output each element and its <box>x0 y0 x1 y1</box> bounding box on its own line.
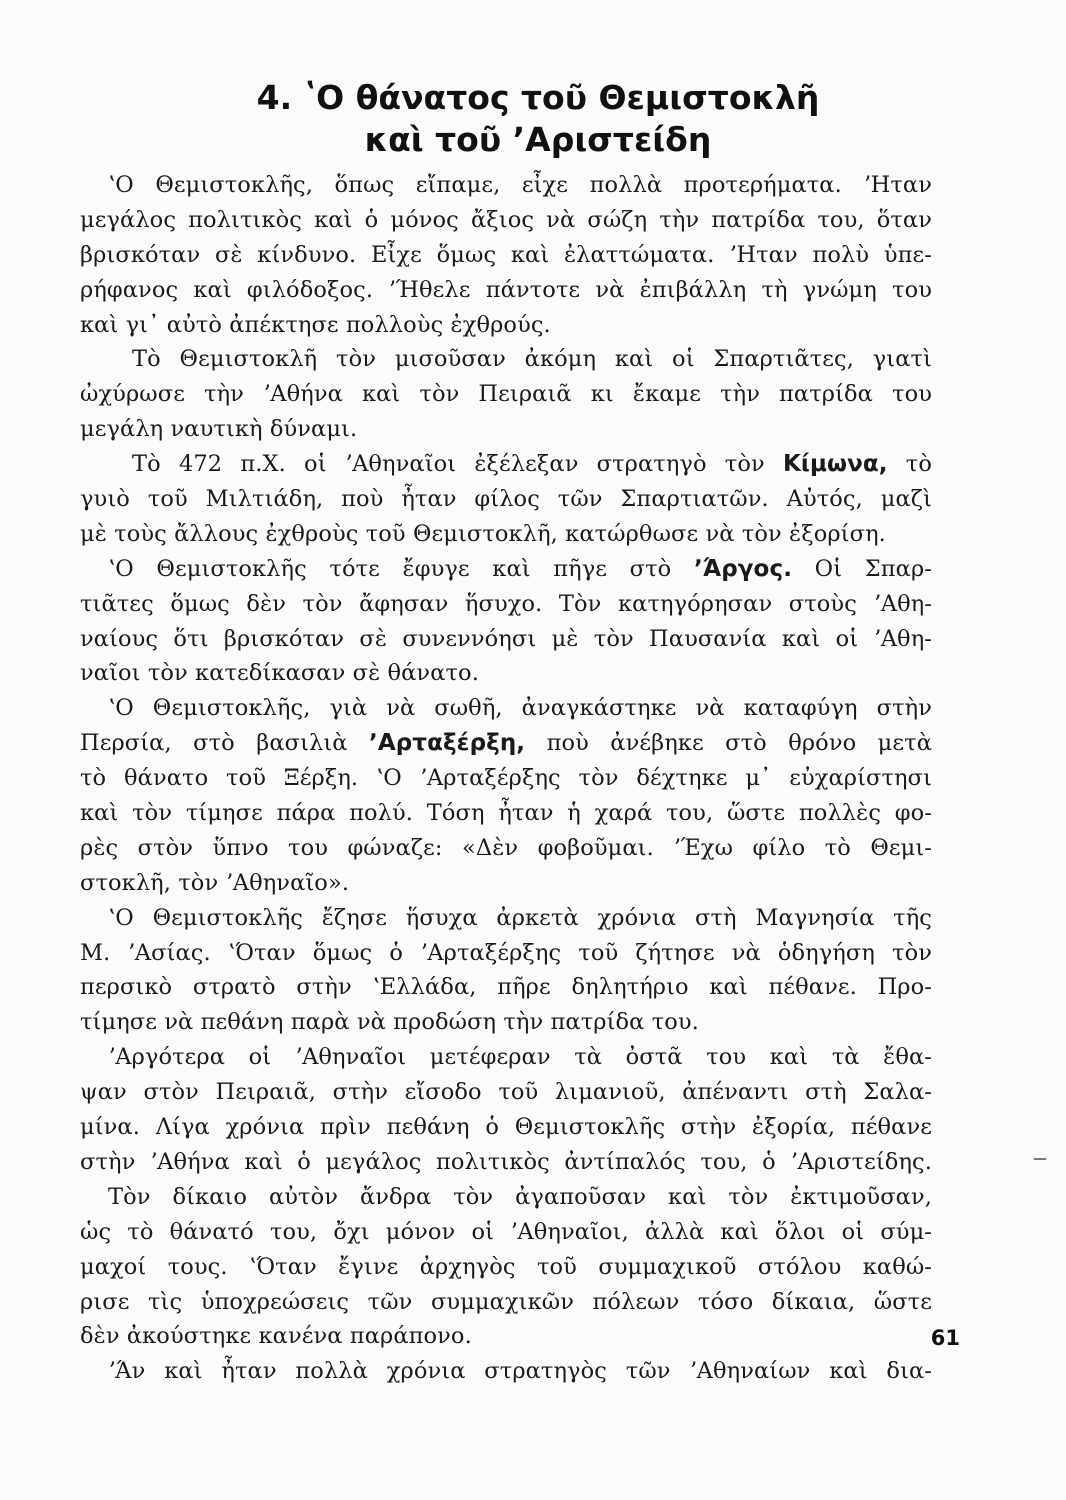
text-line: ʽΟ Θεμιστοκλῆς, γιὰ νὰ σωθῆ, ἀναγκάστηκε νὰ καταφύγη στὴν <box>108 695 932 722</box>
text-line: ʼΑργότερα οἱ ʼΑθηναῖοι μετέφεραν τὰ ὀστᾶ του καὶ τὰ ἔθα- <box>108 1044 932 1071</box>
body-text <box>80 168 932 1389</box>
text-run: τὸ <box>905 451 932 478</box>
text-line: Μ. ʼΑσίας. ʽΌταν ὅμως ὁ ʼΑρταξέρξης τοῦ ζήτησε νὰ ὁδηγήση τὸν <box>80 939 932 966</box>
text-line: βρισκόταν σὲ κίνδυνο. Εἶχε ὅμως καὶ ἐλαττώματα. ʼΗταν πολὺ ὑπε- <box>80 241 932 268</box>
text-line: ʽΟ Θεμιστοκλῆς ἔζησε ἥσυχα ἀρκετὰ χρόνια στὴ Μαγνησία τῆς <box>108 904 932 931</box>
text-line: τιᾶτες ὅμως δὲν τὸν ἄφησαν ἥσυχο. Τὸν κατηγόρησαν στοὺς ʼΑθη- <box>80 590 932 617</box>
text-run: Τὸ 472 π.Χ. οἱ ʼΑθηναῖοι ἐξέλεξαν στρατηγὸ τὸν <box>132 451 765 478</box>
text-line: Τὸ Θεμιστοκλῆ τὸν μισοῦσαν ἀκόμη καὶ οἱ Σπαρτιᾶτες, γιατὶ <box>132 346 932 373</box>
text-line <box>80 447 932 482</box>
text-line: ὡς τὸ θάνατό του, ὄχι μόνον οἱ ʼΑθηναῖοι, ἀλλὰ καὶ ὅλοι οἱ σύμ- <box>80 1218 932 1245</box>
text-line: καὶ τὸν τίμησε πάρα πολύ. Τόση ἦταν ἡ χαρά του, ὥστε πολλὲς φο- <box>80 800 932 827</box>
bold-name-kimon: Κίμωνα, <box>782 451 888 478</box>
text-line: ναῖοι τὸν κατεδίκασαν σὲ θάνατο. <box>80 660 479 687</box>
text-line <box>80 726 932 761</box>
bold-name-argos: ʼΆργος. <box>693 555 793 582</box>
bold-name-artaxerxes: ʼΑρταξέρξη, <box>369 730 526 757</box>
page-number: 61 <box>930 1326 960 1350</box>
text-line: τίμησε νὰ πεθάνη παρὰ νὰ προδώση τὴν πατρίδα του. <box>80 1009 699 1036</box>
text-line: γυιὸ τοῦ Μιλτιάδη, ποὺ ἦταν φίλος τῶν Σπαρτιατῶν. Αὐτός, μαζὶ <box>80 486 932 513</box>
text-line: μεγάλος πολιτικὸς καὶ ὁ μόνος ἄξιος νὰ σώζη τὴν πατρίδα του, ὅταν <box>80 206 932 233</box>
text-line: ρισε τὶς ὑποχρεώσεις τῶν συμμαχικῶν πόλεων τόσο δίκαια, ὥστε <box>80 1288 932 1315</box>
text-line: δὲν ἀκούστηκε κανένα παράπονο. <box>80 1323 472 1350</box>
text-run: ποὺ ἀνέβηκε στὸ θρόνο μετὰ <box>546 730 932 757</box>
text-line: μίνα. Λίγα χρόνια πρὶν πεθάνη ὁ Θεμιστοκλῆς στὴν ἐξορία, πέθανε <box>80 1114 932 1141</box>
text-line: ʽΟ Θεμιστοκλῆς, ὅπως εἴπαμε, εἶχε πολλὰ προτερήματα. ʼΗταν <box>108 172 932 198</box>
text-line: ὠχύρωσε τὴν ʼΑθήνα καὶ τὸν Πειραιᾶ κι ἔκαμε τὴν πατρίδα του <box>80 381 932 408</box>
text-run: Οἱ Σπαρ- <box>814 555 932 582</box>
text-line: τὸ θάνατο τοῦ Ξέρξη. ʽΟ ʼΑρταξέρξης τὸν δέχτηκε μ᾿ εὐχαρίστησι <box>80 765 932 792</box>
text-line: μεγάλη ναυτικὴ δύναμι. <box>80 416 358 443</box>
text-line: στὴν ʼΑθήνα καὶ ὁ μεγάλος πολιτικὸς ἀντίπαλός του, ὁ ʼΑριστείδης. <box>80 1148 932 1175</box>
chapter-title-line-1: 4. ʽΟ θάνατος τοῦ Θεμιστοκλῆ <box>256 78 820 117</box>
text-line: περσικὸ στρατὸ στὴν ʽΕλλάδα, πῆρε δηλητήριο καὶ πέθανε. Προ- <box>80 974 932 1001</box>
text-line: ψαν στὸν Πειραιᾶ, στὴν εἴσοδο τοῦ λιμανιοῦ, ἀπέναντι στὴ Σαλα- <box>80 1079 932 1106</box>
text-line: καὶ γι᾿ αὐτὸ ἀπέκτησε πολλοὺς ἐχθρούς. <box>80 311 551 338</box>
text-run: ʽΟ Θεμιστοκλῆς τότε ἔφυγε καὶ πῆγε στὸ <box>108 555 672 582</box>
text-line: μαχοί τους. ʽΌταν ἔγινε ἀρχηγὸς τοῦ συμμαχικοῦ στόλου καθώ- <box>80 1253 932 1280</box>
chapter-title-line-2: καὶ τοῦ ʼΑριστείδη <box>364 120 712 159</box>
text-line <box>80 552 932 587</box>
text-line: στοκλῆ, τὸν ʼΑθηναῖο». <box>80 869 350 896</box>
text-line: ρὲς στὸν ὕπνο του φώναζε: «Δὲν φοβοῦμαι. ʼΈχω φίλο τὸ Θεμι- <box>80 834 932 861</box>
text-line: Τὸν δίκαιο αὐτὸν ἄνδρα τὸν ἀγαποῦσαν καὶ τὸν ἐκτιμοῦσαν, <box>108 1183 932 1210</box>
text-line: ρήφανος καὶ φιλόδοξος. ʼΉθελε πάντοτε νὰ ἐπιβάλλη τὴ γνώμη του <box>80 276 932 303</box>
text-line: ʼΆν καὶ ἦταν πολλὰ χρόνια στρατηγὸς τῶν ʼΑθηναίων καὶ δια- <box>108 1358 932 1385</box>
text-run: Περσία, στὸ βασιλιὰ <box>80 730 348 757</box>
text-line: μὲ τοὺς ἄλλους ἐχθροὺς τοῦ Θεμιστοκλῆ, κατώρθωσε νὰ τὸν ἐξορίση. <box>80 520 886 547</box>
margin-dash-mark <box>1034 1158 1046 1160</box>
text-line: ναίους ὅτι βρισκόταν σὲ συνεννόησι μὲ τὸν Παυσανία καὶ οἱ ʼΑθη- <box>80 625 932 652</box>
